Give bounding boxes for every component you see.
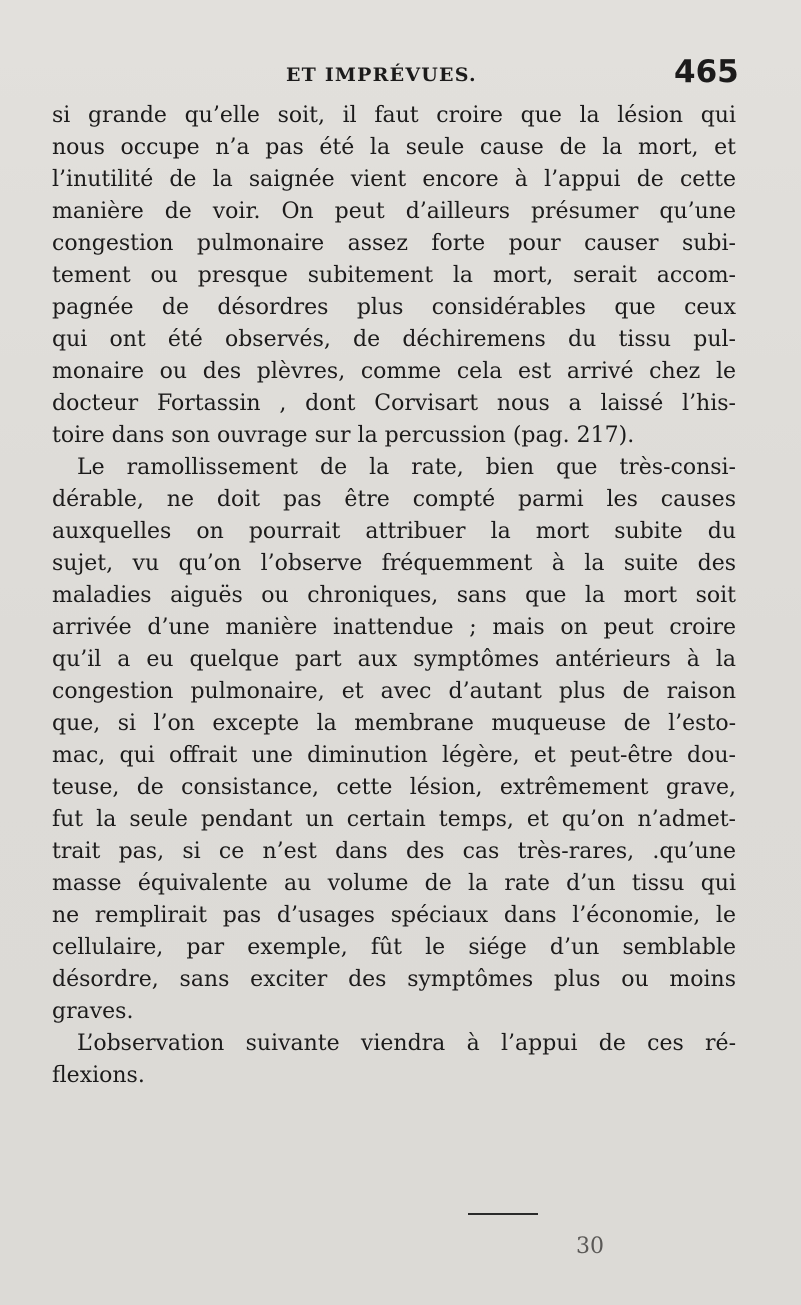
text-line: fut la seule pendant un certain temps, et qu’on n’admet-: [52, 807, 736, 832]
text-line: trait pas, si ce n’est dans des cas très-rares, .qu’une: [52, 839, 736, 864]
text-line: désordre, sans exciter des symptômes plus ou moins: [52, 967, 736, 992]
text-line: mac, qui offrait une diminution légère, et peut-être dou-: [52, 743, 736, 768]
text-line: si grande qu’elle soit, il faut croire que la lésion qui: [52, 103, 736, 128]
text-line: masse équivalente au volume de la rate d’un tissu qui: [52, 871, 736, 896]
text-line: qu’il a eu quelque part aux symptômes antérieurs à la: [52, 647, 736, 672]
text-line: teuse, de consistance, cette lésion, extrêmement grave,: [52, 775, 736, 800]
text-line: flexions.: [52, 1063, 145, 1088]
signature-mark: 30: [576, 1234, 604, 1259]
text-line: congestion pulmonaire, et avec d’autant plus de raison: [52, 679, 736, 704]
text-line: l’inutilité de la saignée vient encore à l’appui de cette: [52, 167, 736, 192]
text-line: toire dans son ouvrage sur la percussion (pag. 217).: [52, 423, 635, 448]
text-line: auxquelles on pourrait attribuer la mort subite du: [52, 519, 736, 544]
text-line: graves.: [52, 999, 134, 1024]
text-line: dérable, ne doit pas être compté parmi les causes: [52, 487, 736, 512]
running-head: ET IMPRÉVUES.: [286, 64, 477, 86]
text-line: monaire ou des plèvres, comme cela est arrivé chez le: [52, 359, 736, 384]
text-line: congestion pulmonaire assez forte pour causer subi-: [52, 231, 736, 256]
page-number: 465: [674, 54, 739, 90]
text-line: maladies aiguës ou chroniques, sans que la mort soit: [52, 583, 736, 608]
text-line: sujet, vu qu’on l’observe fréquemment à la suite des: [52, 551, 736, 576]
paragraph-start: L’observation suivante viendra à l’appui de ces ré-: [77, 1031, 736, 1056]
text-line: que, si l’on excepte la membrane muqueuse de l’esto-: [52, 711, 736, 736]
footer-rule: [468, 1213, 538, 1215]
text-line: cellulaire, par exemple, fût le siége d’un semblable: [52, 935, 736, 960]
text-line: docteur Fortassin , dont Corvisart nous a laissé l’his-: [52, 391, 736, 416]
text-line: nous occupe n’a pas été la seule cause de la mort, et: [52, 135, 736, 160]
page-header: [0, 54, 801, 98]
text-line: arrivée d’une manière inattendue ; mais on peut croire: [52, 615, 736, 640]
text-line: tement ou presque subitement la mort, serait accom-: [52, 263, 736, 288]
text-line: pagnée de désordres plus considérables que ceux: [52, 295, 736, 320]
text-line: ne remplirait pas d’usages spéciaux dans l’économie, le: [52, 903, 736, 928]
text-line: manière de voir. On peut d’ailleurs présumer qu’une: [52, 199, 736, 224]
paragraph-start: Le ramollissement de la rate, bien que très-consi-: [77, 455, 736, 480]
text-line: qui ont été observés, de déchiremens du tissu pul-: [52, 327, 736, 352]
